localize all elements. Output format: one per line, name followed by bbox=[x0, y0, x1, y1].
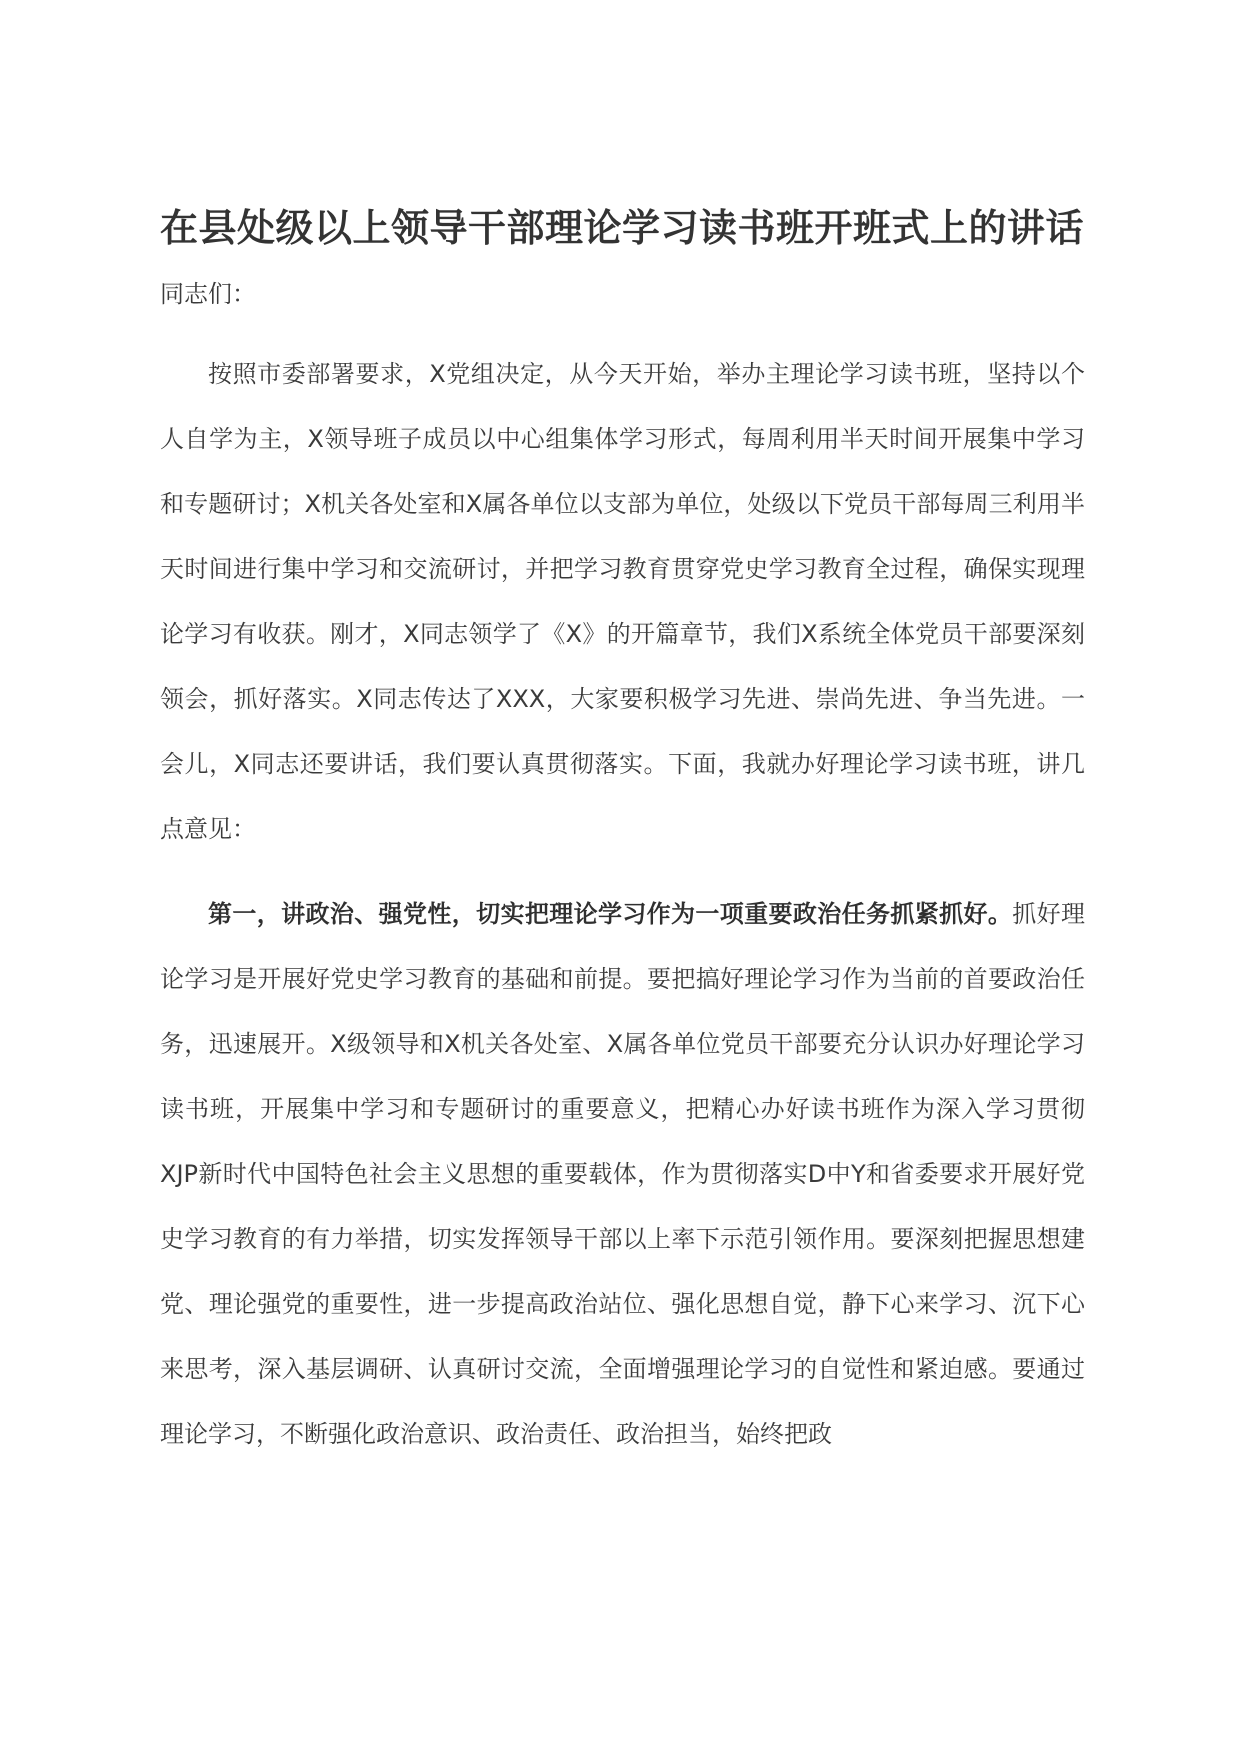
salutation: 同志们： bbox=[160, 280, 256, 308]
document-body bbox=[160, 200, 1085, 1467]
paragraph-point-one-heading: 第一，讲政治、强党性，切实把理论学习作为一项重要政治任务抓紧抓好。 bbox=[208, 900, 1013, 928]
document-title: 在县处级以上领导干部理论学习读书班开班式上的讲话 bbox=[160, 206, 1085, 250]
paragraph-point-one bbox=[160, 882, 1085, 1467]
paragraph-intro bbox=[160, 342, 1085, 862]
paragraph-point-one-text: 抓好理论学习是开展好党史学习教育的基础和前提。要把搞好理论学习作为当前的首要政治任务，迅速展开。X级领导和X机关各处室、X属各单位党员干部要充分认识办好理论学习读书班，开展集中学习和专题研讨的重要意义，把精心办好读书班作为深入学习贯彻XJP新时代中国特色社会主义思想的重要载体，作为贯彻落实D中Y和省委要求开展好党史学习教育的有力举措，切实发挥领导干部以上率下示范引领作用。要深刻把握思想建党、理论强党的重要性，进一步提高政治站位、强化思想自觉，静下心来学习、沉下心来思考，深入基层调研、认真研讨交流，全面增强理论学习的自觉性和紧迫感。要通过理论学习，不断强化政治意识、政治责任、政治担当，始终把政 bbox=[160, 900, 1086, 1448]
paragraph-intro-text: 按照市委部署要求，X党组决定，从今天开始，举办主理论学习读书班，坚持以个人自学为主，X领导班子成员以中心组集体学习形式，每周利用半天时间开展集中学习和专题研讨；X机关各处室和X属各单位以支部为单位，处级以下党员干部每周三利用半天时间进行集中学习和交流研讨，并把学习教育贯穿党史学习教育全过程，确保实现理论学习有收获。刚才，X同志领学了《X》的开篇章节，我们X系统全体党员干部要深刻领会，抓好落实。X同志传达了XXX，大家要积极学习先进、崇尚先进、争当先进。一会儿，X同志还要讲话，我们要认真贯彻落实。下面，我就办好理论学习读书班，讲几点意见： bbox=[160, 360, 1085, 843]
